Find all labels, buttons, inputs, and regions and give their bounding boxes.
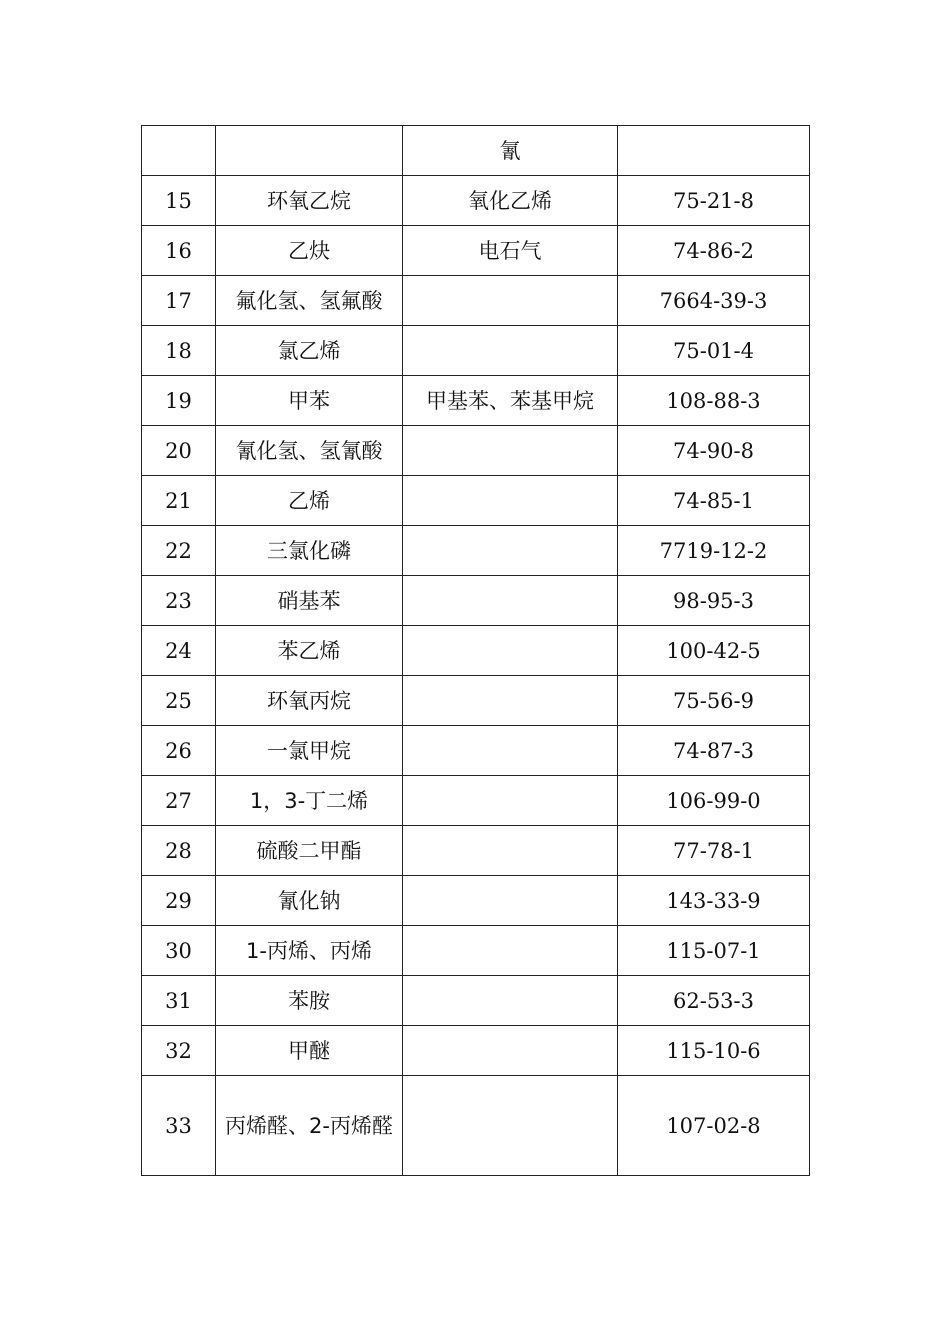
- chemical-alias: [403, 726, 618, 776]
- row-number: 21: [142, 476, 216, 526]
- chemical-alias: [403, 826, 618, 876]
- table-row: [142, 276, 810, 326]
- row-number: 31: [142, 976, 216, 1026]
- row-number: 28: [142, 826, 216, 876]
- cas-number: 74-87-3: [618, 726, 810, 776]
- cas-number: 98-95-3: [618, 576, 810, 626]
- row-number: 17: [142, 276, 216, 326]
- chemical-alias: [403, 326, 618, 376]
- row-number: 25: [142, 676, 216, 726]
- cas-number: 74-86-2: [618, 226, 810, 276]
- row-number: 33: [142, 1076, 216, 1176]
- chemical-alias: [403, 926, 618, 976]
- chemical-name: 苯胺: [216, 976, 403, 1026]
- row-number: 23: [142, 576, 216, 626]
- table-row: [142, 976, 810, 1026]
- chemical-name: 硝基苯: [216, 576, 403, 626]
- chemical-alias: [403, 276, 618, 326]
- cas-number: 106-99-0: [618, 776, 810, 826]
- cas-number: 75-56-9: [618, 676, 810, 726]
- table-row: [142, 576, 810, 626]
- chemical-name: 甲醚: [216, 1026, 403, 1076]
- table-row: [142, 1076, 810, 1176]
- cas-number: 108-88-3: [618, 376, 810, 426]
- row-number: 22: [142, 526, 216, 576]
- chemical-name: 环氧乙烷: [216, 176, 403, 226]
- table-row: [142, 726, 810, 776]
- table-row: [142, 526, 810, 576]
- table-row: [142, 176, 810, 226]
- cas-number: 7664-39-3: [618, 276, 810, 326]
- row-number: [142, 126, 216, 176]
- chemical-name: 氟化氢、氢氟酸: [216, 276, 403, 326]
- row-number: 27: [142, 776, 216, 826]
- cas-number: 7719-12-2: [618, 526, 810, 576]
- chemical-alias: [403, 576, 618, 626]
- cas-number: 74-85-1: [618, 476, 810, 526]
- cas-number: 75-21-8: [618, 176, 810, 226]
- table-row: [142, 676, 810, 726]
- chemical-name: 乙烯: [216, 476, 403, 526]
- table-row: [142, 626, 810, 676]
- cas-number: 143-33-9: [618, 876, 810, 926]
- table-row: [142, 1026, 810, 1076]
- chemical-alias: [403, 976, 618, 1026]
- chemical-name: 苯乙烯: [216, 626, 403, 676]
- hazardous-chemicals-table: [141, 125, 810, 1176]
- row-number: 24: [142, 626, 216, 676]
- cas-number: 75-01-4: [618, 326, 810, 376]
- cas-number: [618, 126, 810, 176]
- chemical-name: 丙烯醛、2-丙烯醛: [216, 1076, 403, 1176]
- chemical-name: 氰化氢、氢氰酸: [216, 426, 403, 476]
- cas-number: 115-10-6: [618, 1026, 810, 1076]
- table-row: [142, 926, 810, 976]
- table-row: [142, 776, 810, 826]
- chemical-name: 三氯化磷: [216, 526, 403, 576]
- chemical-name: [216, 126, 403, 176]
- chemical-name: 氯乙烯: [216, 326, 403, 376]
- chemical-alias: 甲基苯、苯基甲烷: [403, 376, 618, 426]
- table-row: [142, 326, 810, 376]
- row-number: 30: [142, 926, 216, 976]
- table-row: [142, 826, 810, 876]
- chemical-alias: [403, 1026, 618, 1076]
- chemical-alias: [403, 626, 618, 676]
- table-row: [142, 426, 810, 476]
- chemical-alias: [403, 526, 618, 576]
- table-row: [142, 126, 810, 176]
- chemical-alias: [403, 876, 618, 926]
- row-number: 19: [142, 376, 216, 426]
- chemical-alias: [403, 476, 618, 526]
- table-row: [142, 876, 810, 926]
- row-number: 20: [142, 426, 216, 476]
- cas-number: 62-53-3: [618, 976, 810, 1026]
- table-row: [142, 226, 810, 276]
- chemical-name: 氰化钠: [216, 876, 403, 926]
- chemical-alias: 氰: [403, 126, 618, 176]
- chemical-alias: [403, 776, 618, 826]
- chemical-name: 1-丙烯、丙烯: [216, 926, 403, 976]
- chemical-name: 硫酸二甲酯: [216, 826, 403, 876]
- cas-number: 100-42-5: [618, 626, 810, 676]
- chemical-name: 乙炔: [216, 226, 403, 276]
- cas-number: 77-78-1: [618, 826, 810, 876]
- table-row: [142, 476, 810, 526]
- row-number: 15: [142, 176, 216, 226]
- chemical-alias: [403, 426, 618, 476]
- row-number: 26: [142, 726, 216, 776]
- chemical-alias: 氧化乙烯: [403, 176, 618, 226]
- cas-number: 74-90-8: [618, 426, 810, 476]
- chemical-name: 一氯甲烷: [216, 726, 403, 776]
- chemical-alias: [403, 1076, 618, 1176]
- cas-number: 107-02-8: [618, 1076, 810, 1176]
- chemical-name: 环氧丙烷: [216, 676, 403, 726]
- cas-number: 115-07-1: [618, 926, 810, 976]
- row-number: 32: [142, 1026, 216, 1076]
- chemical-alias: [403, 676, 618, 726]
- chemical-name: 1，3-丁二烯: [216, 776, 403, 826]
- chemical-name: 甲苯: [216, 376, 403, 426]
- row-number: 29: [142, 876, 216, 926]
- row-number: 16: [142, 226, 216, 276]
- row-number: 18: [142, 326, 216, 376]
- chemical-alias: 电石气: [403, 226, 618, 276]
- table-row: [142, 376, 810, 426]
